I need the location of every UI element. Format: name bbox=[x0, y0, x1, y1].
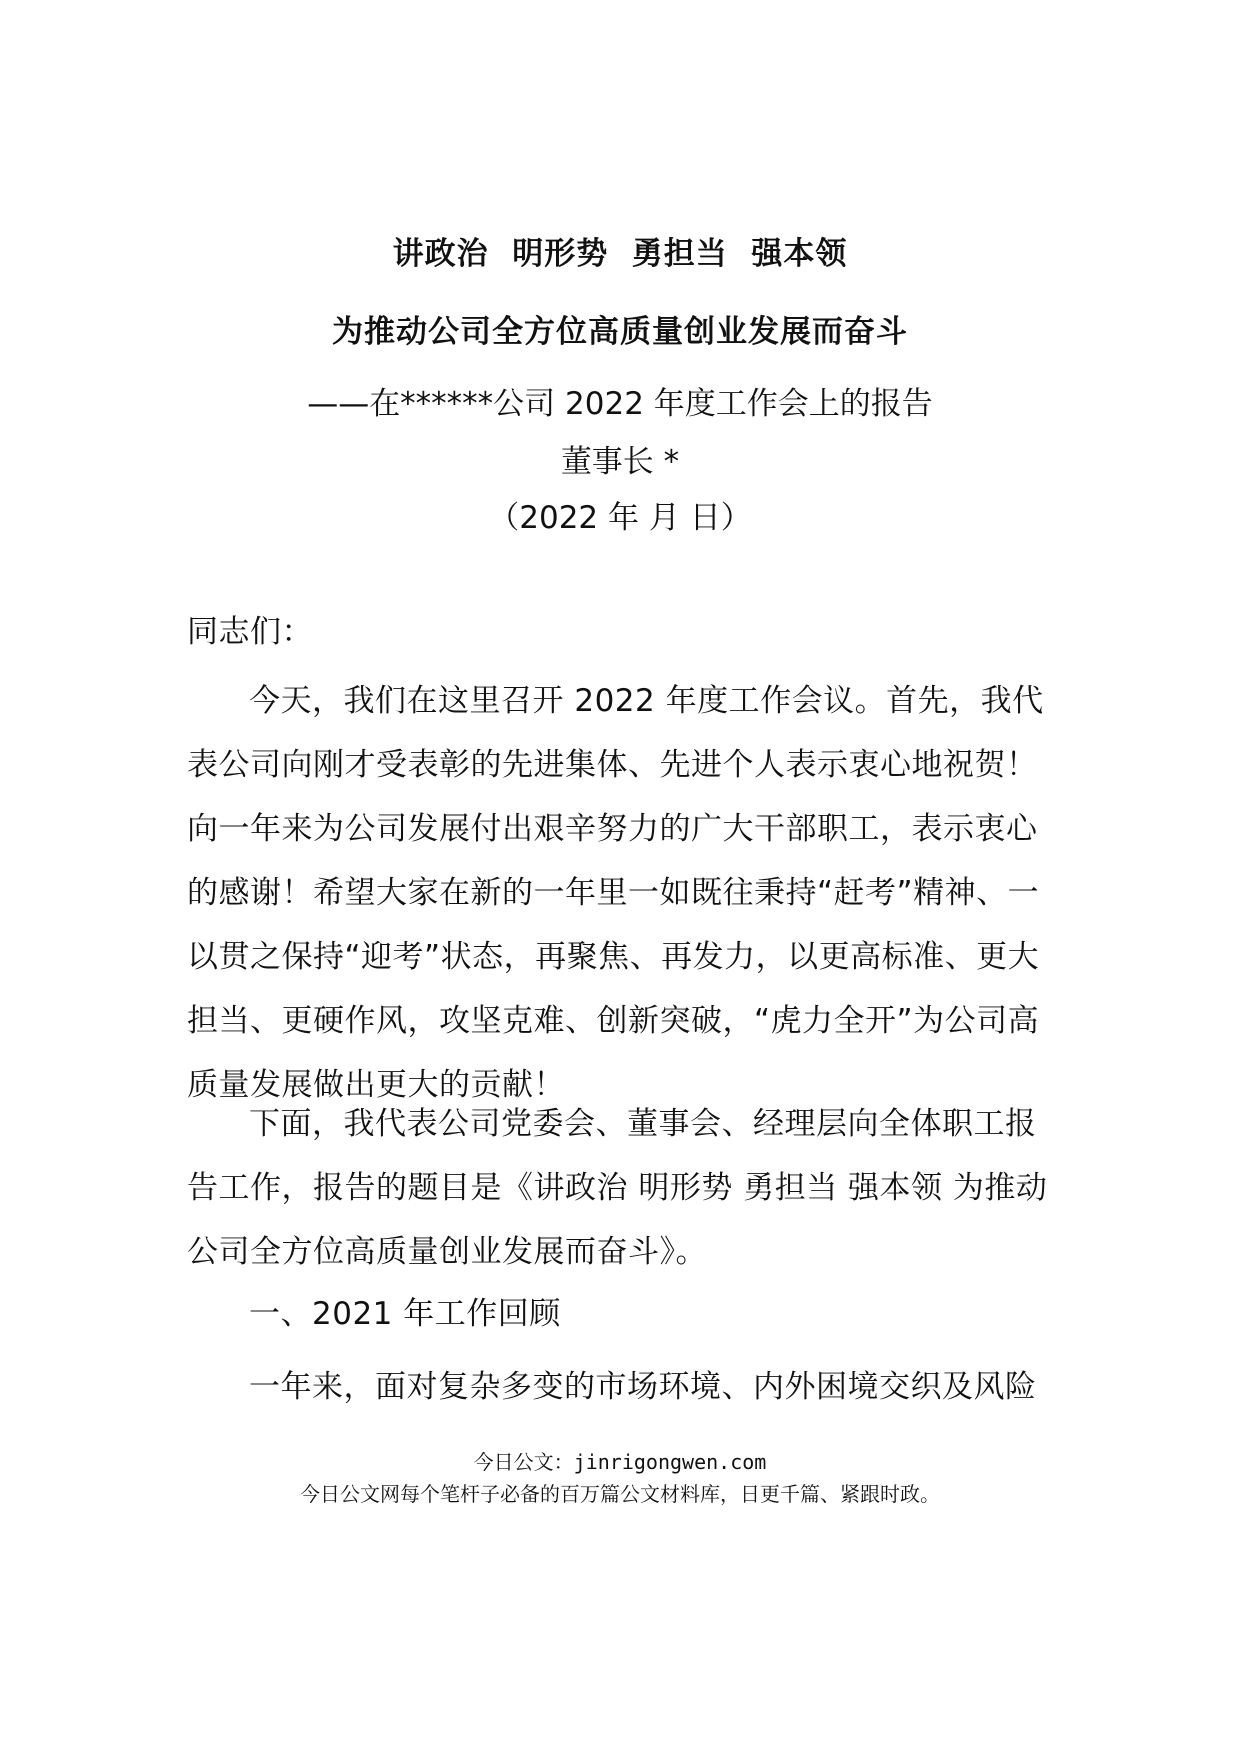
footer-site-line: 今日公文：jinrigongwen.com bbox=[473, 1450, 767, 1474]
footer-slogan-line: 今日公文网每个笔杆子必备的百万篇公文材料库，日更千篇、紧跟时政。 bbox=[300, 1482, 940, 1506]
title-line-2: 为推动公司全方位高质量创业发展而奋斗 bbox=[332, 314, 908, 350]
date-line: （2022 年 月 日） bbox=[488, 500, 752, 536]
paragraph-1: 今天，我们在这里召开 2022 年度工作会议。首先，我代表公司向刚才受表彰的先进集体、先进个人表示衷心地祝贺！向一年来为公司发展付出艰辛努力的广大干部职工，表示衷心的感谢！希望大家在新的一年里一如既往秉持“赶考”精神、一以贯之保持“迎考”状态，再聚焦、再发力，以更高标准、更大担当、更硬作风，攻坚克难、创新突破，“虎力全开”为公司高质量发展做出更大的贡献！ bbox=[187, 683, 1044, 1103]
subtitle: ——在******公司 2022 年度工作会上的报告 bbox=[307, 386, 933, 422]
salutation: 同志们： bbox=[187, 614, 313, 650]
speaker: 董事长 * bbox=[560, 444, 680, 480]
paragraph-2: 下面，我代表公司党委会、董事会、经理层向全体职工报告工作，报告的题目是《讲政治 明形势 勇担当 强本领 为推动公司全方位高质量创业发展而奋斗》。 bbox=[187, 1106, 1048, 1270]
section-paragraph: 一年来，面对复杂多变的市场环境、内外困境交织及风险 bbox=[249, 1369, 1037, 1405]
title-line-1: 讲政治 明形势 勇担当 强本领 bbox=[392, 236, 848, 272]
section-heading: 一、2021 年工作回顾 bbox=[249, 1296, 561, 1332]
